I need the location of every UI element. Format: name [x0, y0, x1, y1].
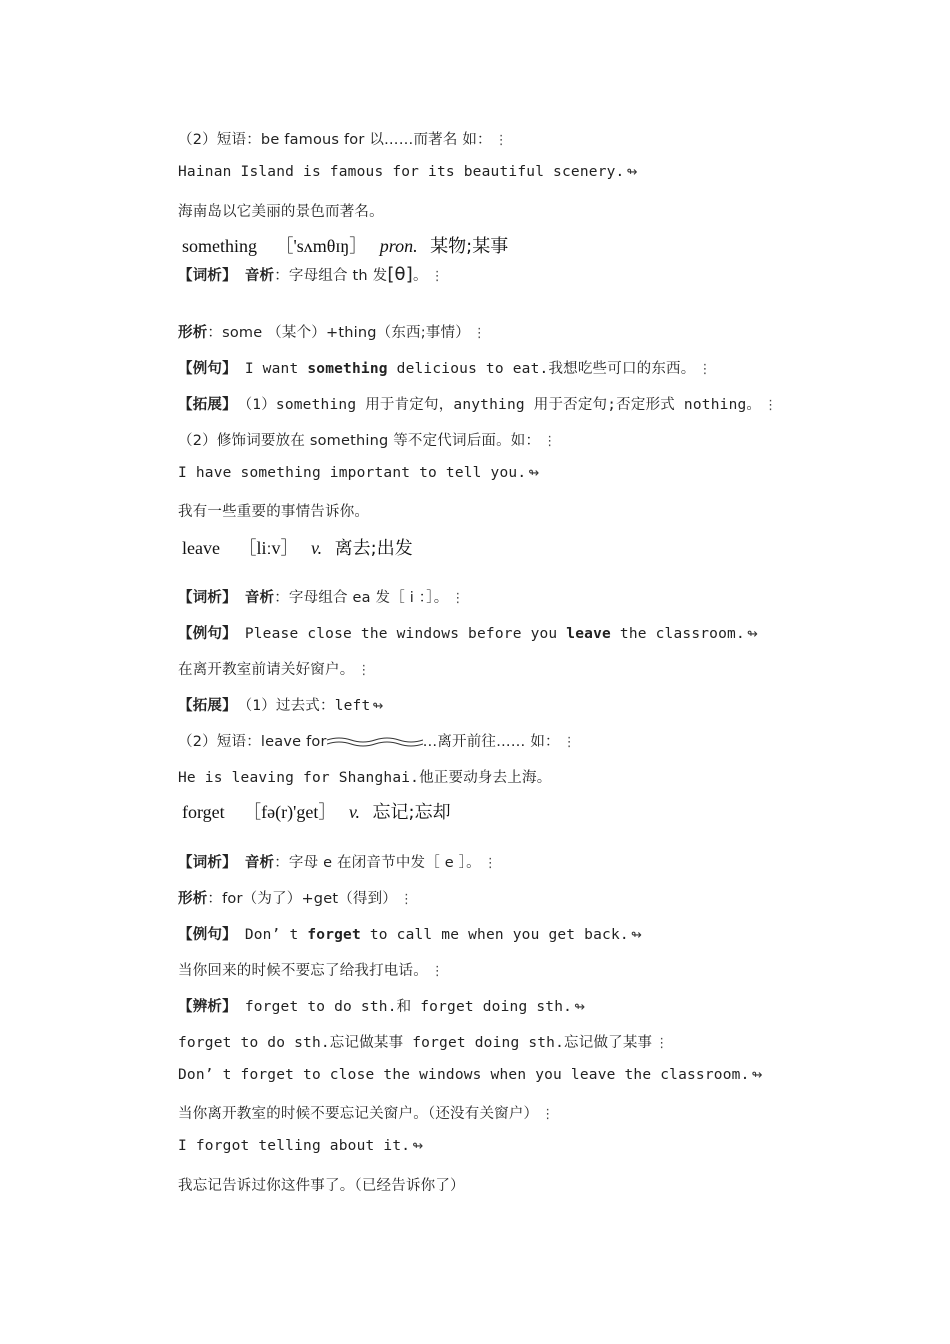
word-analysis-3: 【词析】 音析：字母 e 在闭音节中发［ e ］。 ⋮	[178, 855, 498, 871]
swirl-mark-icon: ↬	[528, 466, 540, 481]
example-sentence-4: Don’ t forget to close the windows when you leave the classroom. ↬	[178, 1067, 763, 1083]
extension-line-3: 【拓展】 （1）过去式：left ↬	[178, 698, 384, 714]
example-sentence-3: He is leaving for Shanghai.他正要动身去上海。	[178, 770, 552, 786]
example-sentence: Hainan Island is famous for its beautiful scenery. ↬	[178, 164, 638, 180]
swirl-mark-icon: ↬	[574, 1000, 586, 1015]
swirl-mark-icon: ↬	[630, 928, 642, 943]
phrase-line: （2）短语：leave for …离开前往…… 如： ⋮	[178, 734, 576, 750]
headword-forget: forget ［fə(r)'get］ v. 忘记;忘却	[182, 802, 451, 823]
swirl-mark-icon: ↬	[412, 1139, 424, 1154]
example-line-3: 【例句】 Don’ t forget to call me when you get back. ↬	[178, 927, 642, 943]
form-analysis: 形析：some （某个）+thing（东西;事情） ⋮	[178, 325, 487, 341]
example-sentence-5: I forgot telling about it. ↬	[178, 1138, 424, 1154]
example-translation-6: 我忘记告诉过你这件事了。（已经告诉你了）	[178, 1178, 465, 1194]
example-translation-2: 我有一些重要的事情告诉你。	[178, 504, 370, 520]
phrase-heading: （2）短语：be famous for 以……而著名 如： ⋮	[178, 132, 508, 148]
extension-line: 【拓展】 （1）something 用于肯定句，anything 用于否定句;否定形式 nothing。 ⋮	[178, 397, 778, 413]
headword-something: something ［'sʌmθɪŋ］ pron. 某物;某事	[182, 236, 509, 257]
distinction-line: 【辨析】 forget to do sth.和 forget doing sth. ↬	[178, 999, 586, 1015]
word-analysis: 【词析】 音析：字母组合 th 发[θ]。 ⋮	[178, 264, 444, 285]
swirl-mark-icon: ↬	[626, 165, 638, 180]
swirl-mark-icon: ↬	[372, 699, 384, 714]
form-analysis-2: 形析：for（为了）+get（得到） ⋮	[178, 891, 414, 907]
headword-leave: leave ［liːv］ v. 离去;出发	[182, 538, 413, 559]
example-translation-5: 当你离开教室的时候不要忘记关窗户。（还没有关窗户） ⋮	[178, 1106, 555, 1122]
example-translation: 海南岛以它美丽的景色而著名。	[178, 204, 384, 220]
example-line-2: 【例句】 Please close the windows before you leave the classroom. ↬	[178, 626, 758, 642]
distinction-detail: forget to do sth.忘记做某事 forget doing sth.忘记做了某事 ⋮	[178, 1035, 669, 1051]
swirl-mark-icon: ↬	[751, 1068, 763, 1083]
example-translation-3: 在离开教室前请关好窗户。 ⋮	[178, 662, 371, 678]
extension-line-2: （2）修饰词要放在 something 等不定代词后面。如： ⋮	[178, 433, 557, 449]
word-analysis-2: 【词析】 音析：字母组合 ea 发［ i ：］。 ⋮	[178, 590, 465, 606]
wavy-underline-icon	[327, 735, 423, 749]
example-sentence-2: I have something important to tell you. ↬	[178, 465, 540, 481]
swirl-mark-icon: ↬	[746, 627, 758, 642]
example-translation-4: 当你回来的时候不要忘了给我打电话。 ⋮	[178, 963, 445, 979]
example-line: 【例句】 I want something delicious to eat.我想吃些可口的东西。 ⋮	[178, 361, 712, 377]
